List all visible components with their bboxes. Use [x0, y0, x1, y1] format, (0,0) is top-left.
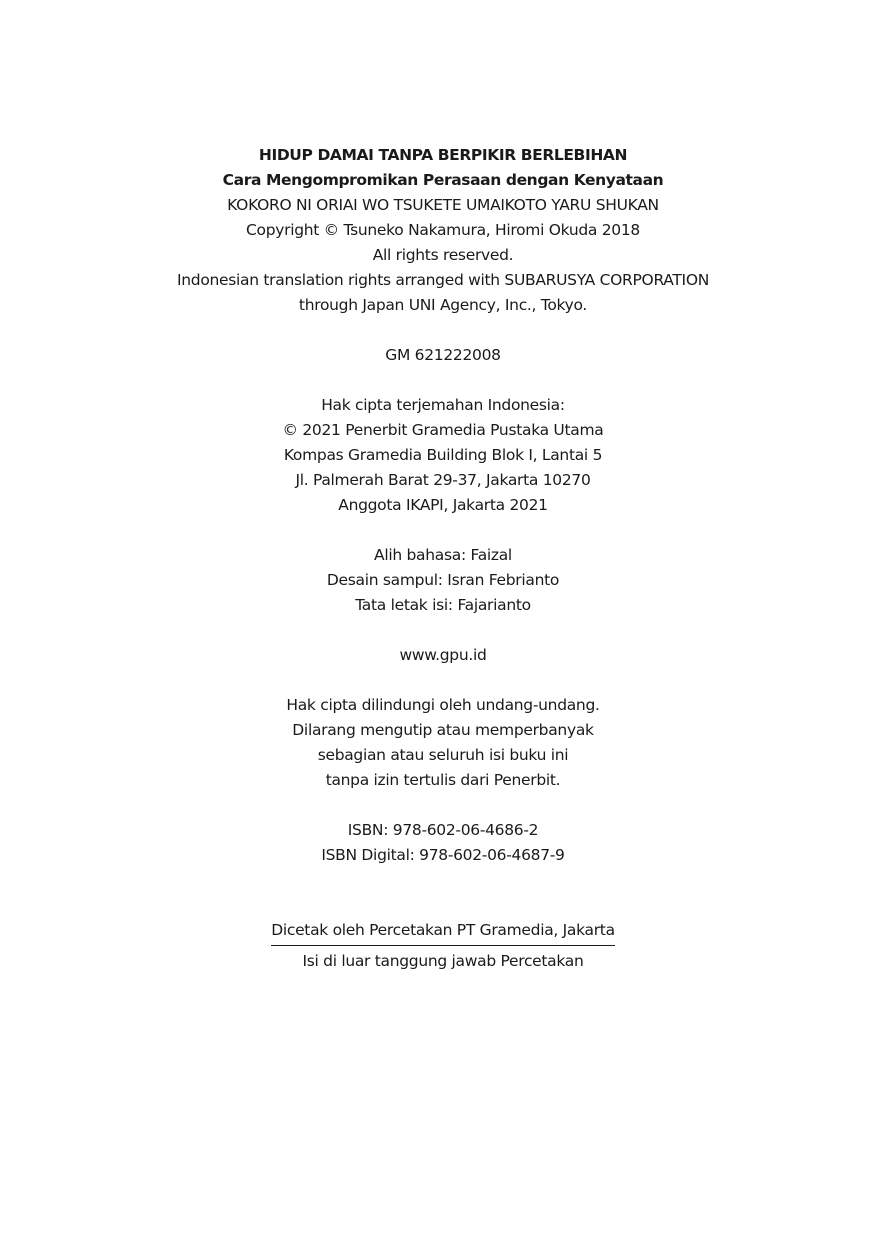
notice-line: tanpa izin tertulis dari Penerbit. [325, 771, 561, 789]
printer-disclaimer: Isi di luar tanggung jawab Percetakan [302, 952, 584, 970]
website-text: www.gpu.id [399, 646, 487, 664]
isbn-digital: ISBN Digital: 978-602-06-4687-9 [321, 846, 565, 864]
printed-by-line: Dicetak oleh Percetakan PT Gramedia, Jakarta [271, 921, 615, 939]
original-title: KOKORO NI ORIAI WO TSUKETE UMAIKOTO YARU SHUKAN [227, 196, 659, 214]
credits-block [0, 543, 886, 618]
notice-block [0, 693, 886, 793]
publisher-line: Jl. Palmerah Barat 29-37, Jakarta 10270 [295, 471, 591, 489]
credit-layout: Tata letak isi: Fajarianto [355, 596, 531, 614]
rights-line: All rights reserved. [372, 246, 514, 264]
website-block [0, 643, 886, 668]
printer-block [0, 918, 886, 974]
notice-line: Dilarang mengutip atau memperbanyak [292, 721, 594, 739]
notice-line: sebagian atau seluruh isi buku ini [317, 746, 569, 764]
isbn-block [0, 818, 886, 868]
book-subtitle: Cara Mengompromikan Perasaan dengan Kenyataan [222, 171, 664, 189]
credit-cover-design: Desain sampul: Isran Febrianto [326, 571, 560, 589]
agency-line: through Japan UNI Agency, Inc., Tokyo. [298, 296, 588, 314]
publisher-line: © 2021 Penerbit Gramedia Pustaka Utama [282, 421, 604, 439]
book-title: HIDUP DAMAI TANPA BERPIKIR BERLEBIHAN [258, 146, 628, 164]
publisher-block [0, 393, 886, 518]
publisher-line: Anggota IKAPI, Jakarta 2021 [338, 496, 548, 514]
printer-wrap [271, 918, 615, 974]
notice-line: Hak cipta dilindungi oleh undang-undang. [286, 696, 600, 714]
credit-translator: Alih bahasa: Faizal [374, 546, 512, 564]
isbn-print: ISBN: 978-602-06-4686-2 [347, 821, 539, 839]
gm-code: GM 621222008 [385, 346, 501, 364]
gm-code-block [0, 343, 886, 368]
copyright-line: Copyright © Tsuneko Nakamura, Hiromi Okuda 2018 [246, 221, 640, 239]
publisher-line: Hak cipta terjemahan Indonesia: [321, 396, 565, 414]
title-block [0, 143, 886, 318]
translation-rights-line: Indonesian translation rights arranged with SUBARUSYA CORPORATION [176, 271, 710, 289]
printer-divider [271, 945, 615, 946]
publisher-line: Kompas Gramedia Building Blok I, Lantai 5 [283, 446, 603, 464]
